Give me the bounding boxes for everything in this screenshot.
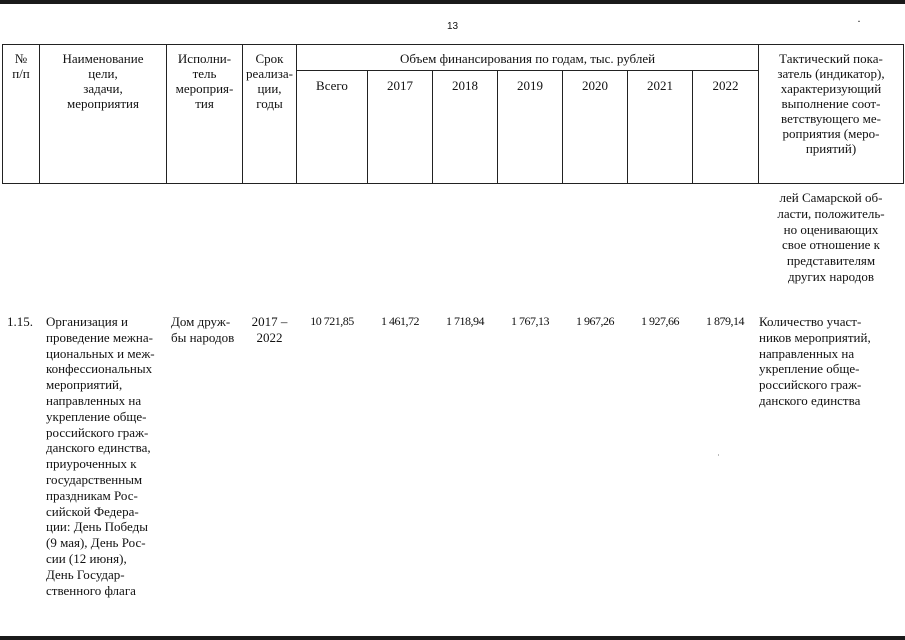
- header-num: № п/п: [12, 51, 30, 81]
- row-name: Организация и проведение межна- циональных и меж- конфессиональных мероприятий, направленных на укрепление обще- российского граж- данского единства, приуроченных к государственным праздникам Рос- сийской Федера- ции: День Победы (9 мая), День Рос- сии (12 июня), День Государ- ственного флага: [46, 314, 155, 598]
- header-year-2018: 2018: [452, 78, 478, 93]
- row-value-2021: 1 927,66: [641, 314, 679, 328]
- header-year-2020: 2020: [582, 78, 608, 93]
- header-top-border: [2, 44, 903, 45]
- header-term: Срок реализа- ции, годы: [246, 51, 293, 111]
- scan-bottom-edge: [0, 636, 905, 640]
- header-bottom-border: [2, 183, 903, 184]
- funding-subheader-border: [296, 70, 758, 71]
- row-total: 10 721,85: [310, 314, 354, 328]
- scan-speck: ·: [857, 14, 861, 28]
- continued-indicator-text: лей Самарской об- ласти, положитель- но оценивающих свое отношение к представителям других народов: [777, 190, 885, 284]
- row-value-2017: 1 461,72: [381, 314, 419, 328]
- header-executor: Исполни- тель мероприя- тия: [175, 51, 234, 111]
- row-value-2019: 1 767,13: [511, 314, 549, 328]
- header-total: Всего: [316, 78, 348, 93]
- page-number: 13: [446, 21, 459, 32]
- row-term: 2017 – 2022: [251, 314, 288, 345]
- table-header: [0, 0, 905, 185]
- header-year-2022: 2022: [712, 78, 739, 93]
- col-border-right: [903, 44, 904, 184]
- row-value-2018: 1 718,94: [446, 314, 484, 328]
- header-name: Наименование цели, задачи, мероприятия: [62, 51, 144, 111]
- header-year-2019: 2019: [517, 78, 543, 93]
- scan-speck: [718, 454, 719, 456]
- row-value-2022: 1 879,14: [706, 314, 744, 328]
- header-year-2017: 2017: [387, 78, 413, 93]
- header-year-2021: 2021: [647, 78, 673, 93]
- header-indicator: Тактический пока- затель (индикатор), характеризующий выполнение соот- ветствующего ме- роприятия (меро- приятий): [777, 51, 885, 156]
- row-value-2020: 1 967,26: [576, 314, 614, 328]
- row-number: 1.15.: [7, 314, 33, 329]
- row-indicator: Количество участ- ников мероприятий, направленных на укрепление обще- российского граж- данского единства: [759, 314, 871, 408]
- row-executor: Дом друж- бы народов: [171, 314, 235, 345]
- header-funding: Объем финансирования по годам, тыс. рублей: [399, 51, 656, 66]
